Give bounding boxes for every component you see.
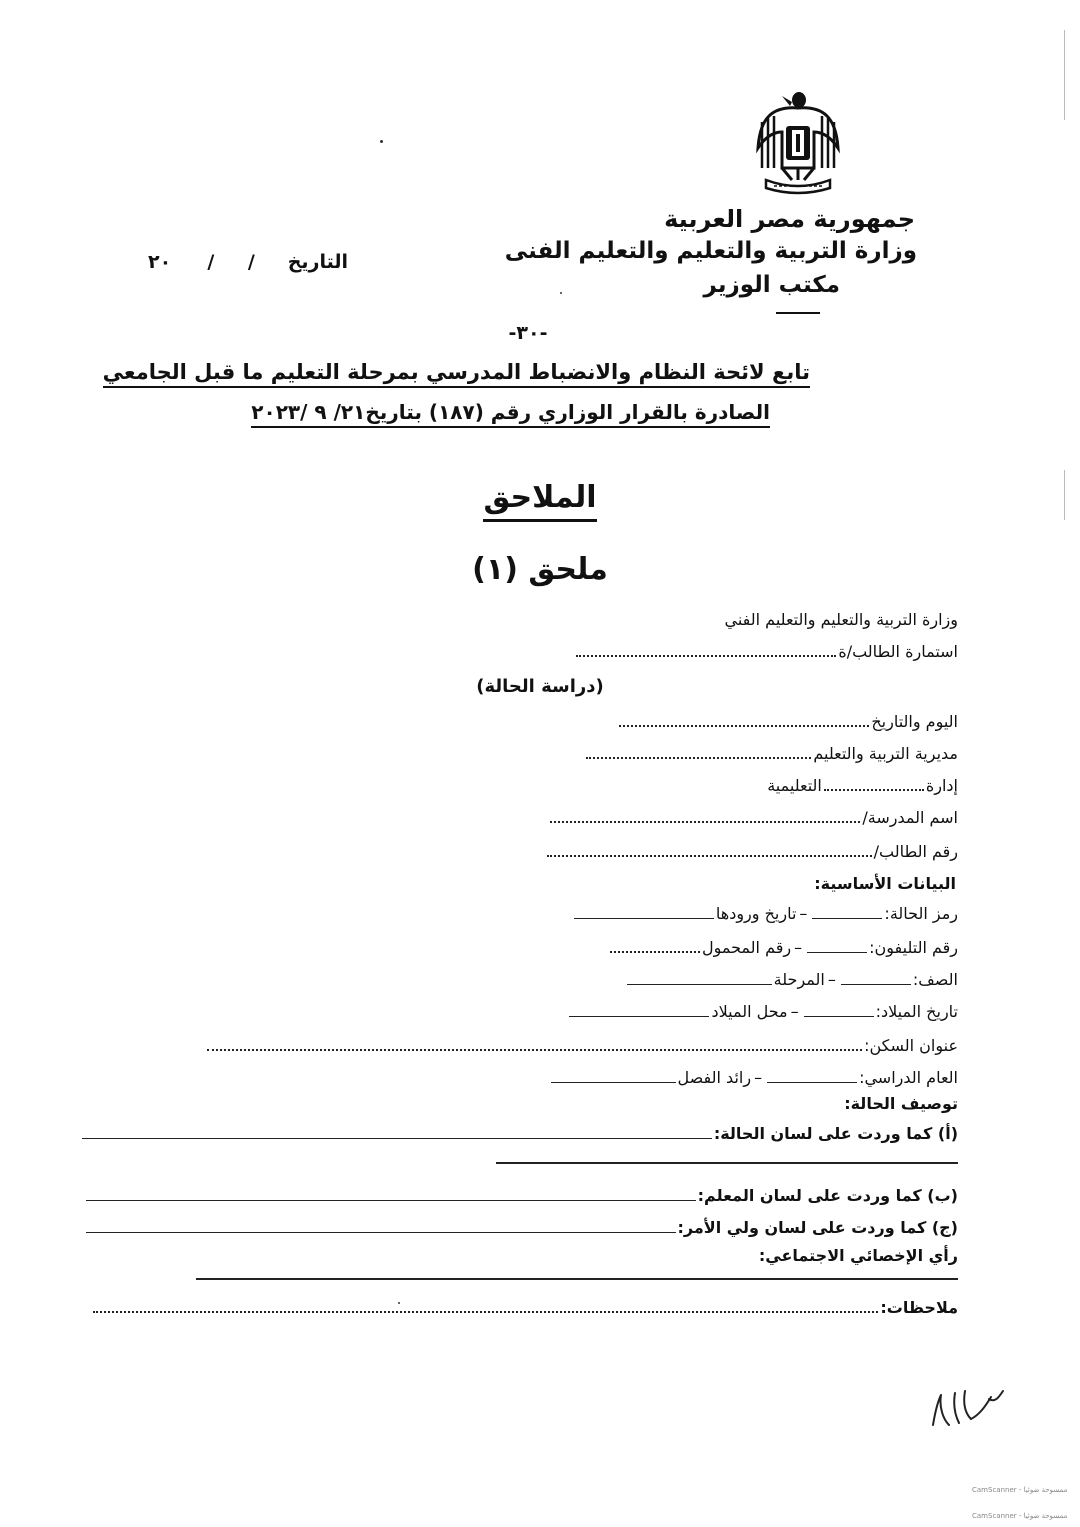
- directorate-label: مديرية التربية والتعليم: [813, 744, 958, 763]
- as-case-line: [80, 1124, 958, 1143]
- header-divider: [776, 312, 820, 314]
- student-form-label: استمارة الطالب/ة: [838, 642, 958, 661]
- date-year-prefix: ٢٠: [147, 251, 172, 273]
- social-opinion-label: رأي الإخصائي الاجتماعي:: [758, 1246, 958, 1265]
- form-ministry: [725, 610, 959, 629]
- fill-dots: [550, 811, 860, 823]
- as-teacher-label: (ب) كما وردت على لسان المعلم:: [697, 1186, 958, 1205]
- fill-line: [627, 975, 772, 985]
- annexes-heading: [440, 480, 640, 515]
- fill-line: [496, 1162, 958, 1164]
- case-description-heading: توصيف الحالة:: [844, 1094, 958, 1113]
- regulation-title: [102, 360, 810, 384]
- fill-line: [196, 1278, 958, 1280]
- fill-line: [86, 1223, 676, 1233]
- case-code-label: رمز الحالة:: [884, 904, 958, 923]
- birth-place-label: محل الميلاد: [711, 1002, 788, 1021]
- stage-label: المرحلة: [773, 970, 825, 989]
- birth-date-label: تاريخ الميلاد:: [875, 1002, 958, 1021]
- date-label: التاريخ: [287, 251, 348, 273]
- scanner-watermark: CamScanner - ممسوحة ضوئيا: [972, 1486, 1068, 1494]
- form-ministry-text: وزارة التربية والتعليم والتعليم الفني: [724, 610, 958, 629]
- annex-number: ملحق (١): [472, 552, 608, 587]
- mobile-label: رقم المحمول: [701, 938, 792, 957]
- fill-line: [841, 975, 911, 985]
- notes-label: ملاحظات:: [880, 1298, 958, 1317]
- day-date-label: اليوم والتاريخ: [871, 712, 958, 731]
- fill-dots: [576, 645, 836, 657]
- fill-dots: [610, 941, 700, 953]
- fill-line: [86, 1191, 696, 1201]
- fill-dots: [547, 845, 872, 857]
- as-teacher-line: [84, 1186, 958, 1205]
- date-slash: /: [207, 251, 215, 273]
- school-year-line: العام الدراسي:–رائد الفصل: [549, 1068, 958, 1087]
- fill-line: [812, 909, 882, 919]
- fill-line: [804, 1007, 874, 1017]
- case-code-line: رمز الحالة:–تاريخ ورودها: [572, 904, 958, 923]
- as-guardian-label: (ج) كما وردت على لسان ولي الأمر:: [677, 1218, 958, 1237]
- fill-line: [807, 943, 867, 953]
- header-office: مكتب الوزير: [703, 272, 840, 298]
- date-field: [148, 247, 348, 277]
- date-slash: /: [247, 251, 255, 273]
- scan-edge-mark: [1064, 30, 1065, 120]
- phone-line: رقم التليفون:–رقم المحمول: [608, 938, 958, 957]
- header-ministry: وزارة التربية والتعليم والتعليم الفنى: [504, 238, 917, 264]
- student-number-line: [545, 842, 958, 861]
- administration-label: إدارة: [925, 776, 958, 795]
- grade-label: الصف:: [912, 970, 958, 989]
- student-form-line: [574, 642, 958, 661]
- fill-line: [574, 909, 714, 919]
- address-line: [205, 1036, 958, 1055]
- notes-line: [91, 1298, 958, 1317]
- day-date-line: [617, 712, 958, 731]
- grade-line: الصف:–المرحلة: [625, 970, 958, 989]
- student-number-label: رقم الطالب/: [873, 842, 958, 861]
- fill-line: [551, 1073, 676, 1083]
- educational-label: التعليمية: [767, 776, 822, 795]
- eagle-emblem-icon: [752, 88, 844, 198]
- fill-line: [767, 1073, 857, 1083]
- address-label: عنوان السكن:: [864, 1036, 958, 1055]
- administration-line: [767, 776, 958, 795]
- fill-line: [82, 1129, 712, 1139]
- case-study-heading: (دراسة الحالة): [476, 676, 604, 697]
- regulation-title-text: تابع لائحة النظام والانضباط المدرسي بمرحلة التعليم ما قبل الجامعي: [103, 360, 810, 388]
- arrival-date-label: تاريخ ورودها: [715, 904, 797, 923]
- decree-subtitle: [251, 400, 770, 424]
- scanner-watermark: CamScanner - ممسوحة ضوئيا: [972, 1512, 1068, 1520]
- fill-dots: [619, 715, 869, 727]
- as-case-label: (أ) كما وردت على لسان الحالة:: [713, 1124, 958, 1143]
- fill-dots: [207, 1039, 862, 1051]
- school-year-label: العام الدراسي:: [859, 1068, 958, 1087]
- directorate-line: [584, 744, 958, 763]
- class-leader-label: رائد الفصل: [677, 1068, 752, 1087]
- fill-line: [569, 1007, 709, 1017]
- fill-dots: [586, 747, 811, 759]
- header-country: جمهورية مصر العربية: [664, 205, 915, 233]
- page-number: -٣٠-: [508, 322, 548, 344]
- decree-subtitle-text: الصادرة بالقرار الوزاري رقم (١٨٧) بتاريخ٢١/ ٩ /٢٠٢٣: [251, 400, 770, 428]
- basic-data-heading: البيانات الأساسية:: [814, 874, 956, 893]
- school-name-label: اسم المدرسة/: [862, 808, 958, 827]
- scan-speck: [380, 140, 383, 143]
- birth-date-line: تاريخ الميلاد:–محل الميلاد: [567, 1002, 958, 1021]
- social-opinion-line: [759, 1246, 958, 1265]
- fill-dots: [824, 779, 924, 791]
- fill-dots: [93, 1301, 878, 1313]
- school-name-line: [548, 808, 958, 827]
- scan-speck: [560, 292, 562, 294]
- annexes-heading-text: الملاحق: [483, 480, 596, 522]
- handwritten-initials: [925, 1385, 1015, 1435]
- as-guardian-line: [84, 1218, 958, 1237]
- phone-label: رقم التليفون:: [869, 938, 958, 957]
- scan-edge-mark: [1064, 470, 1065, 520]
